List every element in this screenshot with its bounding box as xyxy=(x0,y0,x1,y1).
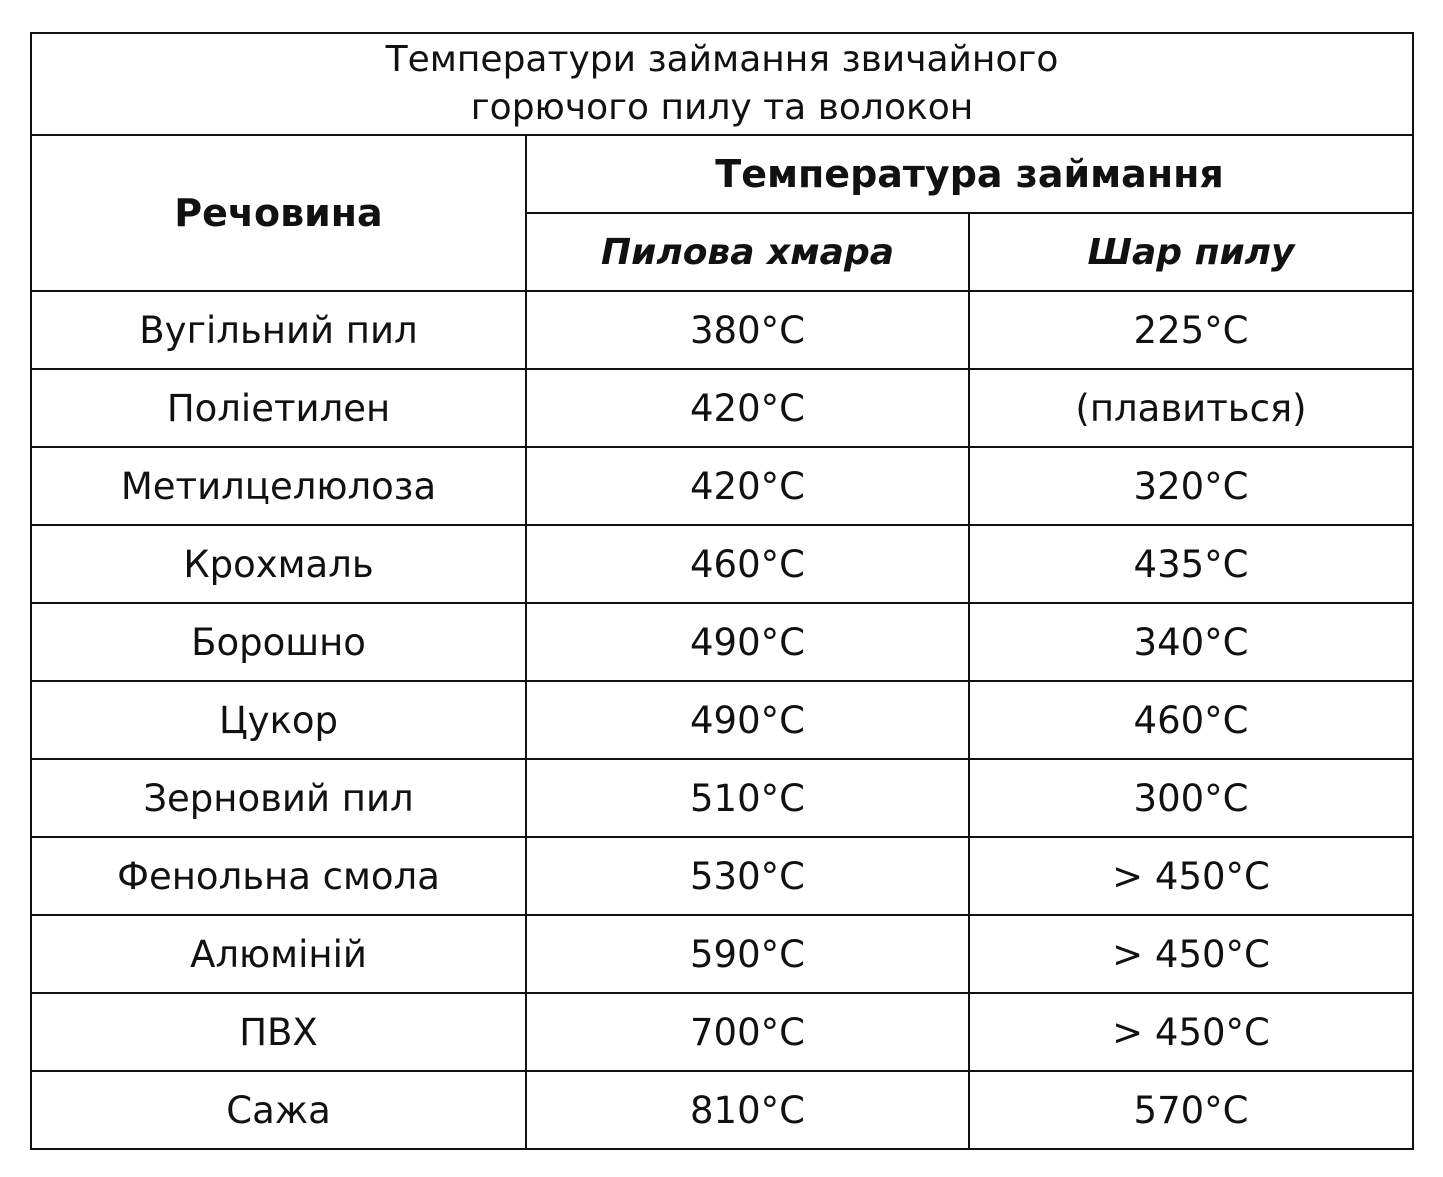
table-row xyxy=(31,837,1413,915)
cell-dust-cloud: 700°C xyxy=(526,993,969,1071)
cell-substance: Вугільний пил xyxy=(31,291,526,369)
cell-substance: Борошно xyxy=(31,603,526,681)
cell-dust-cloud: 810°C xyxy=(526,1071,969,1149)
cell-dust-cloud: 510°C xyxy=(526,759,969,837)
table-row xyxy=(31,681,1413,759)
header-dust-cloud: Пилова хмара xyxy=(526,213,969,291)
table-row xyxy=(31,915,1413,993)
table-row xyxy=(31,369,1413,447)
header-substance: Речовина xyxy=(31,135,526,291)
cell-substance: ПВХ xyxy=(31,993,526,1071)
cell-dust-cloud: 490°C xyxy=(526,603,969,681)
cell-dust-cloud: 460°C xyxy=(526,525,969,603)
cell-dust-cloud: 380°C xyxy=(526,291,969,369)
cell-substance: Сажа xyxy=(31,1071,526,1149)
table-row xyxy=(31,759,1413,837)
cell-substance: Фенольна смола xyxy=(31,837,526,915)
header-dust-layer: Шар пилу xyxy=(969,213,1413,291)
cell-substance: Метилцелюлоза xyxy=(31,447,526,525)
cell-substance: Цукор xyxy=(31,681,526,759)
table-title-line-1: Температури займання звичайного xyxy=(385,39,1059,80)
cell-substance: Поліетилен xyxy=(31,369,526,447)
cell-dust-layer: 435°C xyxy=(969,525,1413,603)
cell-dust-layer: 340°C xyxy=(969,603,1413,681)
cell-dust-layer: > 450°C xyxy=(969,837,1413,915)
cell-substance: Крохмаль xyxy=(31,525,526,603)
table-row xyxy=(31,525,1413,603)
cell-dust-cloud: 420°C xyxy=(526,447,969,525)
cell-dust-layer: 570°C xyxy=(969,1071,1413,1149)
table-row xyxy=(31,603,1413,681)
table-row xyxy=(31,291,1413,369)
table-title xyxy=(31,33,1413,135)
table-title-line-2: горючого пилу та волокон xyxy=(470,87,974,128)
cell-dust-layer: > 450°C xyxy=(969,993,1413,1071)
ignition-temperature-table xyxy=(30,32,1414,1150)
table-row xyxy=(31,993,1413,1071)
cell-dust-cloud: 420°C xyxy=(526,369,969,447)
cell-dust-cloud: 490°C xyxy=(526,681,969,759)
table-row xyxy=(31,447,1413,525)
cell-dust-layer: (плавиться) xyxy=(969,369,1413,447)
cell-substance: Зерновий пил xyxy=(31,759,526,837)
header-ignition-temperature: Температура займання xyxy=(526,135,1413,213)
table-row xyxy=(31,1071,1413,1149)
cell-dust-layer: > 450°C xyxy=(969,915,1413,993)
cell-dust-layer: 300°C xyxy=(969,759,1413,837)
cell-dust-cloud: 590°C xyxy=(526,915,969,993)
cell-substance: Алюміній xyxy=(31,915,526,993)
cell-dust-cloud: 530°C xyxy=(526,837,969,915)
cell-dust-layer: 460°C xyxy=(969,681,1413,759)
cell-dust-layer: 320°C xyxy=(969,447,1413,525)
cell-dust-layer: 225°C xyxy=(969,291,1413,369)
